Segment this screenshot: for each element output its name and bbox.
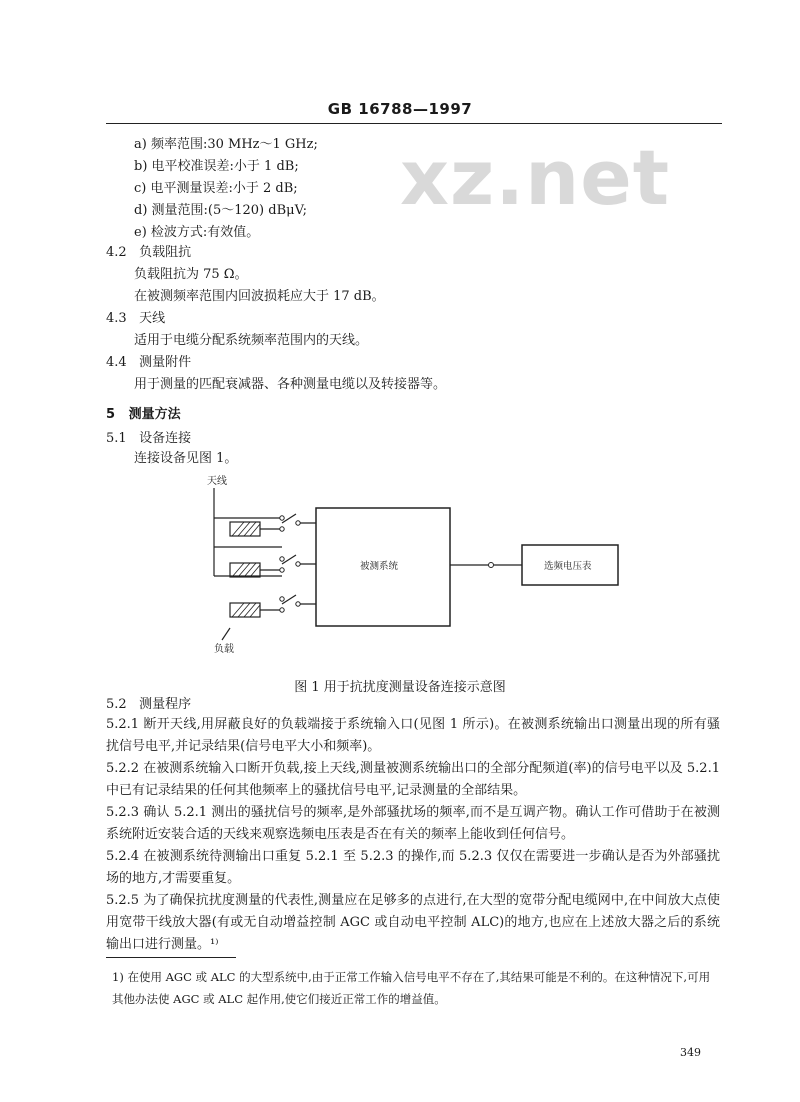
section-5-2-heading (106, 696, 191, 713)
section-title: 测量程序 (139, 697, 192, 712)
section-number: 5.2 (106, 697, 127, 712)
paragraph-5-2-4: 5.2.4 在被测系统待测输出口重复 5.2.1 至 5.2.3 的操作,而 5.2.3 仅仅在需要进一步确认是否为外部骚扰场的地方,才需要重复。 (106, 849, 720, 886)
paragraph-5-2-1: 5.2.1 断开天线,用屏蔽良好的负载端接于系统输入口(见图 1 所示)。在被测系统输出口测量出现的所有骚扰信号电平,并记录结果(信号电平大小和频率)。 (106, 717, 720, 754)
spec-item-a: a) 频率范围:30 MHz～1 GHz; (134, 137, 318, 152)
section-title: 测量方法 (128, 407, 181, 422)
section-title: 天线 (139, 311, 166, 326)
paragraph-5-2-5: 5.2.5 为了确保抗扰度测量的代表性,测量应在足够多的点进行,在大型的宽带分配电缆网中,在中间放大点使用宽带干线放大器(有或无自动增益控制 AGC 或自动电平控制 ALC)的地方,也应在上述放大器之后的系统输出口进行测量。¹⁾ (106, 893, 720, 952)
section-number: 4.4 (106, 355, 127, 370)
spec-item-b: b) 电平校准误差:小于 1 dB; (134, 159, 299, 174)
section-5-heading (106, 406, 181, 423)
spec-item-c: c) 电平测量误差:小于 2 dB; (134, 181, 298, 196)
output-connector-icon (489, 563, 494, 568)
paragraph-5-2-2: 5.2.2 在被测系统输入口断开负载,接上天线,测量被测系统输出口的全部分配频道(率)的信号电平以及 5.2.1 中已有记录结果的任何其他频率上的骚扰信号电平,记录测量的全部结果。 (106, 761, 720, 798)
section-number: 4.3 (106, 311, 127, 326)
section-number: 5 (106, 407, 116, 422)
section-4-3-heading (106, 310, 165, 327)
antenna-label: 天线 (207, 476, 227, 487)
section-4-4-heading (106, 354, 191, 371)
watermark: xz.net (400, 133, 671, 222)
paragraph-5-2-3: 5.2.3 确认 5.2.1 测出的骚扰信号的频率,是外部骚扰场的频率,而不是互调产物。确认工作可借助于在被测系统附近安装合适的天线来观察选频电压表是否在有关的频率上能收到任何信号。 (106, 805, 720, 842)
section-4-2-line-1: 负载阻抗为 75 Ω。 (134, 267, 248, 282)
section-title: 设备连接 (139, 431, 192, 446)
header-rule (106, 123, 722, 124)
spec-item-e: e) 检波方式:有效值。 (134, 225, 260, 240)
footnote-rule (106, 957, 236, 958)
section-number: 5.1 (106, 431, 127, 446)
section-title: 负载阻抗 (139, 245, 192, 260)
section-4-4-line-1: 用于测量的匹配衰减器、各种测量电缆以及转接器等。 (134, 377, 447, 392)
section-4-3-line-1: 适用于电缆分配系统频率范围内的天线。 (134, 333, 369, 348)
meter-label: 选频电压表 (544, 561, 592, 572)
footnote: 1) 在使用 AGC 或 ALC 的大型系统中,由于正常工作输入信号电平不存在了,其结果可能是不利的。在这种情况下,可用其他办法使 AGC 或 ALC 起作用,使它们接近正常工作的增益值。 (112, 970, 711, 1006)
section-number: 4.2 (106, 245, 127, 260)
section-4-2-line-2: 在被测频率范围内回波损耗应大于 17 dB。 (134, 289, 385, 304)
section-5-1-line-1: 连接设备见图 1。 (134, 451, 238, 466)
figure-caption: 图 1 用于抗扰度测量设备连接示意图 (294, 680, 506, 695)
system-label: 被测系统 (360, 561, 399, 572)
standard-header: GB 16788—1997 (327, 100, 473, 118)
load-label: 负载 (214, 644, 234, 655)
section-4-2-heading (106, 244, 191, 261)
connection-diagram (0, 470, 800, 660)
section-5-1-heading (106, 430, 191, 447)
spec-item-d: d) 测量范围:(5～120) dBμV; (134, 203, 308, 218)
page-number: 349 (680, 1046, 701, 1059)
section-title: 测量附件 (139, 355, 192, 370)
